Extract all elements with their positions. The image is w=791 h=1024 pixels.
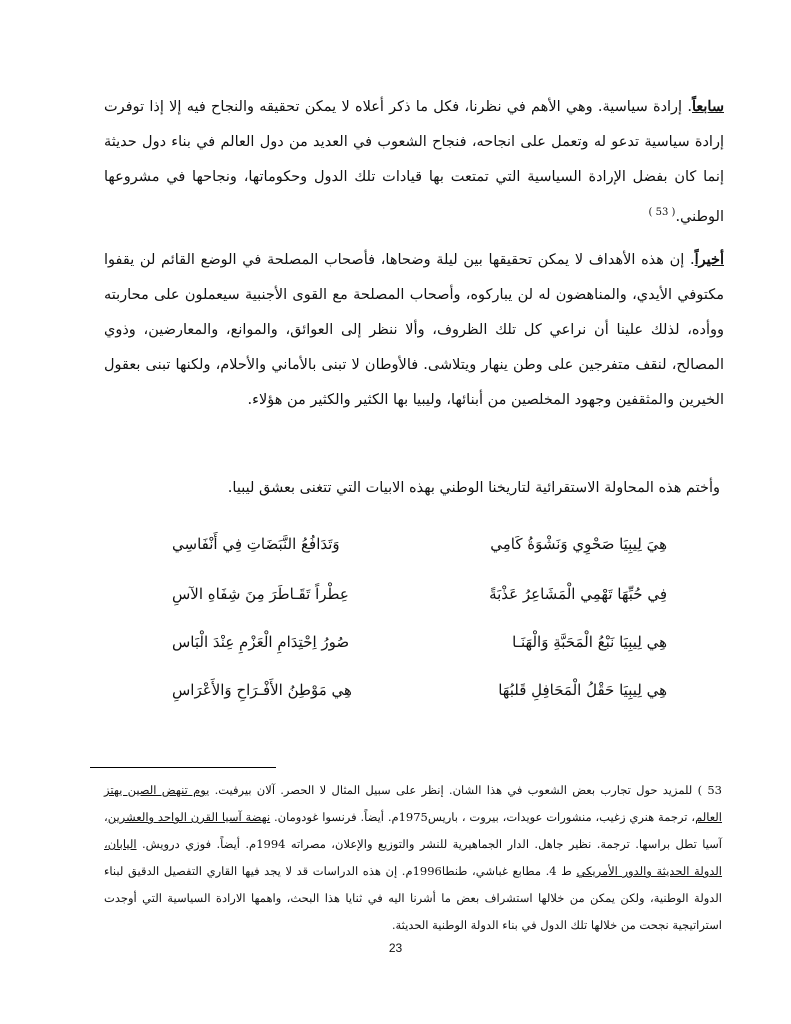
page-number: 23 [388,941,403,955]
poem-verse-2-left: عِطْراً تَقَـاطَرَ مِنَ شِفَاهِ الآسِ [172,585,349,603]
poem-verse-1-right: هِيَ لِيبِيَا صَحْوِي وَنَشْوَةُ كَامِي [490,535,667,553]
paragraph-text: . إن هذه الأهداف لا يمكن تحقيقها بين ليلة وضحاها، فأصحاب المصلحة في الوضع القائم لن يقفوا مكتوفي الأيدي، والمناهضون له لن يباركوه، وأصحاب المصلحة مع القوى الأجنبية سيعملون على محاربته ووأده، لذلك علينا أن نراعي كل تلك الظروف، وألا ننظر إلى العوائق، والموانع، والمعارضين، وذوي المصالح، لنقف متفرجين على وطن ينهار ويتلاشى. فالأوطان لا تبنى بالأماني والأحلام، ولكنها تبنى بعقول الخيرين والمثقفين وجهود المخلصين من أبنائها، وليبيا بها الكثير والكثير من هؤلاء. [104,252,724,408]
paragraph-finally [104,242,724,418]
footnote-53 [104,777,722,939]
footnote-separator [90,767,276,768]
poem-intro: وأختم هذه المحاولة الاستقرائية لتاريخنا الوطني بهذه الابيات التي تتغنى بعشق ليبيا. [227,480,720,496]
poem-verse-3-left: صُورُ اِحْتِدَامِ الْعَزْمِ عِنْدَ الْبَاس [172,633,350,651]
footnote-book-title: يوم تنهض الصين يهتز العالم [104,783,722,824]
footnote-book-title: نهضة آسيا القرن الواحد والعشرين [107,810,271,824]
footnote-text: للمزيد حول تجارب بعض الشعوب في هذا الشان. إنظر على سبيل المثال لا الحصر. آلان بيرفيت. [209,783,698,797]
poem-verse-3-right: هِي لِيبِيَا نَبْعُ الْمَحَبَّةِ وَالْهَنَـا [512,633,667,651]
footnote-text: ط 4. مطابع غباشي، طنطا1996م. إن هذه الدراسات قد لا يجد فيها القاري التفصيل الدقيق لبناء الدولة الوطنية، ولكن يمكن من خلالها استشراف بعض ما أشرنا اليه في ثنايا هذا البحث، واهمها الارادة السياسية التي أوجدت استراتيجية نجحت من خلالها تلك الدول في بناء الدولة الوطنية الحديثة. [104,864,722,932]
paragraph-seventh [104,89,724,235]
footnote-reference: ( 53 ) [648,207,676,218]
footnote-book-title: اليابان، الدولة الحديثة والدور الأمريكي [104,837,723,878]
poem-verse-1-left: وَتَدَافُعُ النَّبَضَاتِ فِي أَنْفَاسِي [172,535,340,553]
footnote-text: ، ترجمة هنري زغيب، منشورات عويدات، بيروت ، باريس1975م. أيضاً. فرنسوا غودومان. [270,810,696,824]
footnote-number: 53 ) [697,783,722,797]
paragraph-text: . إرادة سياسية. وهي الأهم في نظرنا، فكل ما ذكر أعلاه لا يمكن تحقيقه والنجاح فيه إلا إذا توفرت إرادة سياسية تدعو له وتعمل على انجاحه، فنجاح الشعوب في العديد من دول العالم في بناء دول حديثة إنما كان بفضل الإرادة السياسية التي تمتعت بها قيادات تلك الدول وحكوماتها، ونجاحها في مشروعها الوطني. [104,99,724,225]
poem-verse-4-left: هِي مَوْطِنُ الأَفْـرَاحِ وَالأَعْرَاسِ [172,681,352,699]
poem-verse-4-right: هِي لِيبِيَا حَقْلُ الْمَحَافِلِ قَلبُهَا [498,681,667,699]
paragraph-lead-seventh: سابعاً [691,98,724,115]
paragraph-lead-finally: أخيراً [694,251,724,268]
poem-verse-2-right: فِي حُبِّهَا تَهْمِي الْمَشَاعِرُ عَذْبَةً [489,585,667,603]
footnote-text: ، آسيا تطل براسها. ترجمة. نظير جاهل. الدار الجماهيرية للنشر والتوزيع والإعلان، مصراته 1994م. أيضاً. فوزي درويش. [104,810,722,851]
